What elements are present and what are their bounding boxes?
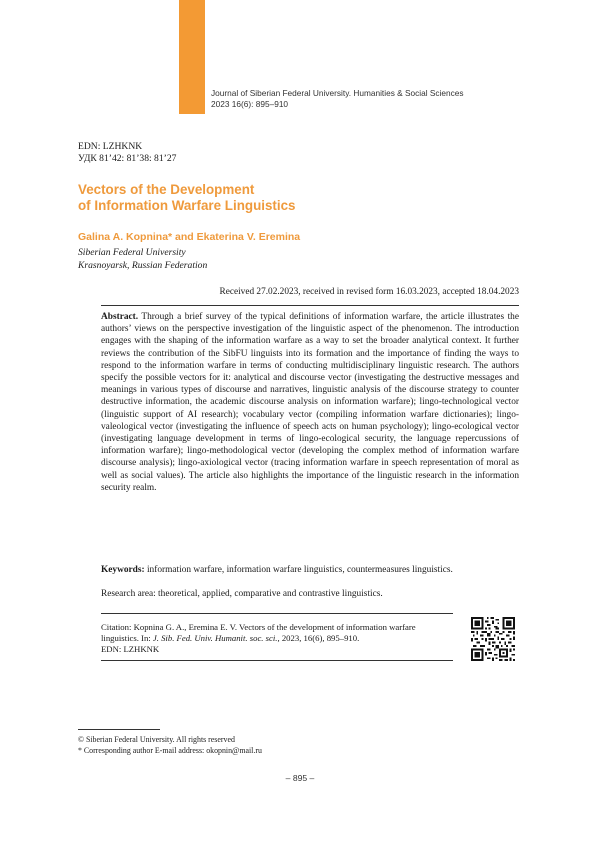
citation bbox=[101, 622, 453, 656]
journal-issue: 2023 16(6): 895–910 bbox=[211, 99, 289, 109]
abstract bbox=[101, 311, 519, 494]
citation-text: Citation: Kopnina G. A., Eremina E. V. Vectors of the development of information warfare linguistics. In: bbox=[101, 622, 416, 644]
abstract-label: Abstract. bbox=[101, 312, 139, 322]
identifiers bbox=[78, 141, 176, 165]
research-area: Research area: theoretical, applied, comparative and contrastive linguistics. bbox=[101, 589, 383, 599]
edn-code: EDN: LZHKNK bbox=[78, 141, 143, 152]
footnotes bbox=[78, 734, 262, 756]
citation-bottom-rule bbox=[101, 660, 453, 661]
title-line-2: of Information Warfare Linguistics bbox=[78, 198, 296, 213]
authors: Galina A. Kopnina* and Ekaterina V. Eremina bbox=[78, 231, 301, 243]
citation-top-rule bbox=[101, 613, 453, 614]
corresponding-author: * Corresponding author E-mail address: okopnin@mail.ru bbox=[78, 746, 262, 755]
abstract-top-rule bbox=[101, 305, 519, 306]
article-title bbox=[78, 182, 518, 214]
udk-code: УДК 81’42: 81’38: 81’27 bbox=[78, 153, 177, 164]
footnote-rule bbox=[78, 729, 160, 730]
affiliation bbox=[78, 246, 207, 272]
keywords-label: Keywords: bbox=[101, 565, 145, 575]
title-line-1: Vectors of the Development bbox=[78, 182, 255, 197]
copyright-notice: © Siberian Federal University. All rights reserved bbox=[78, 735, 235, 744]
journal-name: Journal of Siberian Federal University. Humanities & Social Sciences bbox=[211, 88, 464, 98]
affiliation-city: Krasnoyarsk, Russian Federation bbox=[78, 260, 208, 271]
citation-pages: , 2023, 16(6), 895–910. bbox=[277, 633, 360, 644]
keywords-text: information warfare, information warfare linguistics, countermeasures linguistics. bbox=[144, 565, 453, 575]
abstract-text: Through a brief survey of the typical definitions of information warfare, the article illustrates the authors’ views on the perspective investigation of the linguistic aspect of the phenomenon. The introduction engages with the shaping of the information warfare as a way to set the broader analytical context. It further reviews the contribution of the SibFU linguists into its formation and the importance of finding the ways to respond to the information warfare in terms of conducting multidisciplinary linguistic research. The authors specify the possible vectors for it: analytical and discourse vector (investigating the destructive messages and meanings in various types of discourse and narratives, linguistic analysis of the discourse strategy to counter destructive information, the academic discourse analysis on information warfare); lingo-technological vector (linguistic support of AI research); vocabulary vector (compiling information warfare dictionaries); lingo-valeological vector (investigating the influence of speech acts on human psychology); lingo-ecological vector (investigating language development in terms of lingo-ecological security, the language repercussions of information warfare); lingo-methodological vector (developing the complex method of information warfare discourse analysis); lingo-axiological vector (tracing information warfare in speech representation of moral as well as social values). The article also highlights the importance of the linguistic research in the information security realm. bbox=[101, 312, 519, 493]
citation-edn: EDN: LZHKNK bbox=[101, 644, 160, 655]
header-accent-bar bbox=[179, 0, 205, 114]
keywords bbox=[101, 565, 531, 575]
citation-journal: J. Sib. Fed. Univ. Humanit. soc. sci. bbox=[152, 633, 278, 644]
page-number: – 895 – bbox=[285, 773, 315, 783]
qr-code-icon bbox=[471, 617, 515, 661]
received-dates: Received 27.02.2023, received in revised form 16.03.2023, accepted 18.04.2023 bbox=[219, 287, 519, 297]
affiliation-university: Siberian Federal University bbox=[78, 247, 186, 258]
journal-header bbox=[211, 88, 591, 110]
